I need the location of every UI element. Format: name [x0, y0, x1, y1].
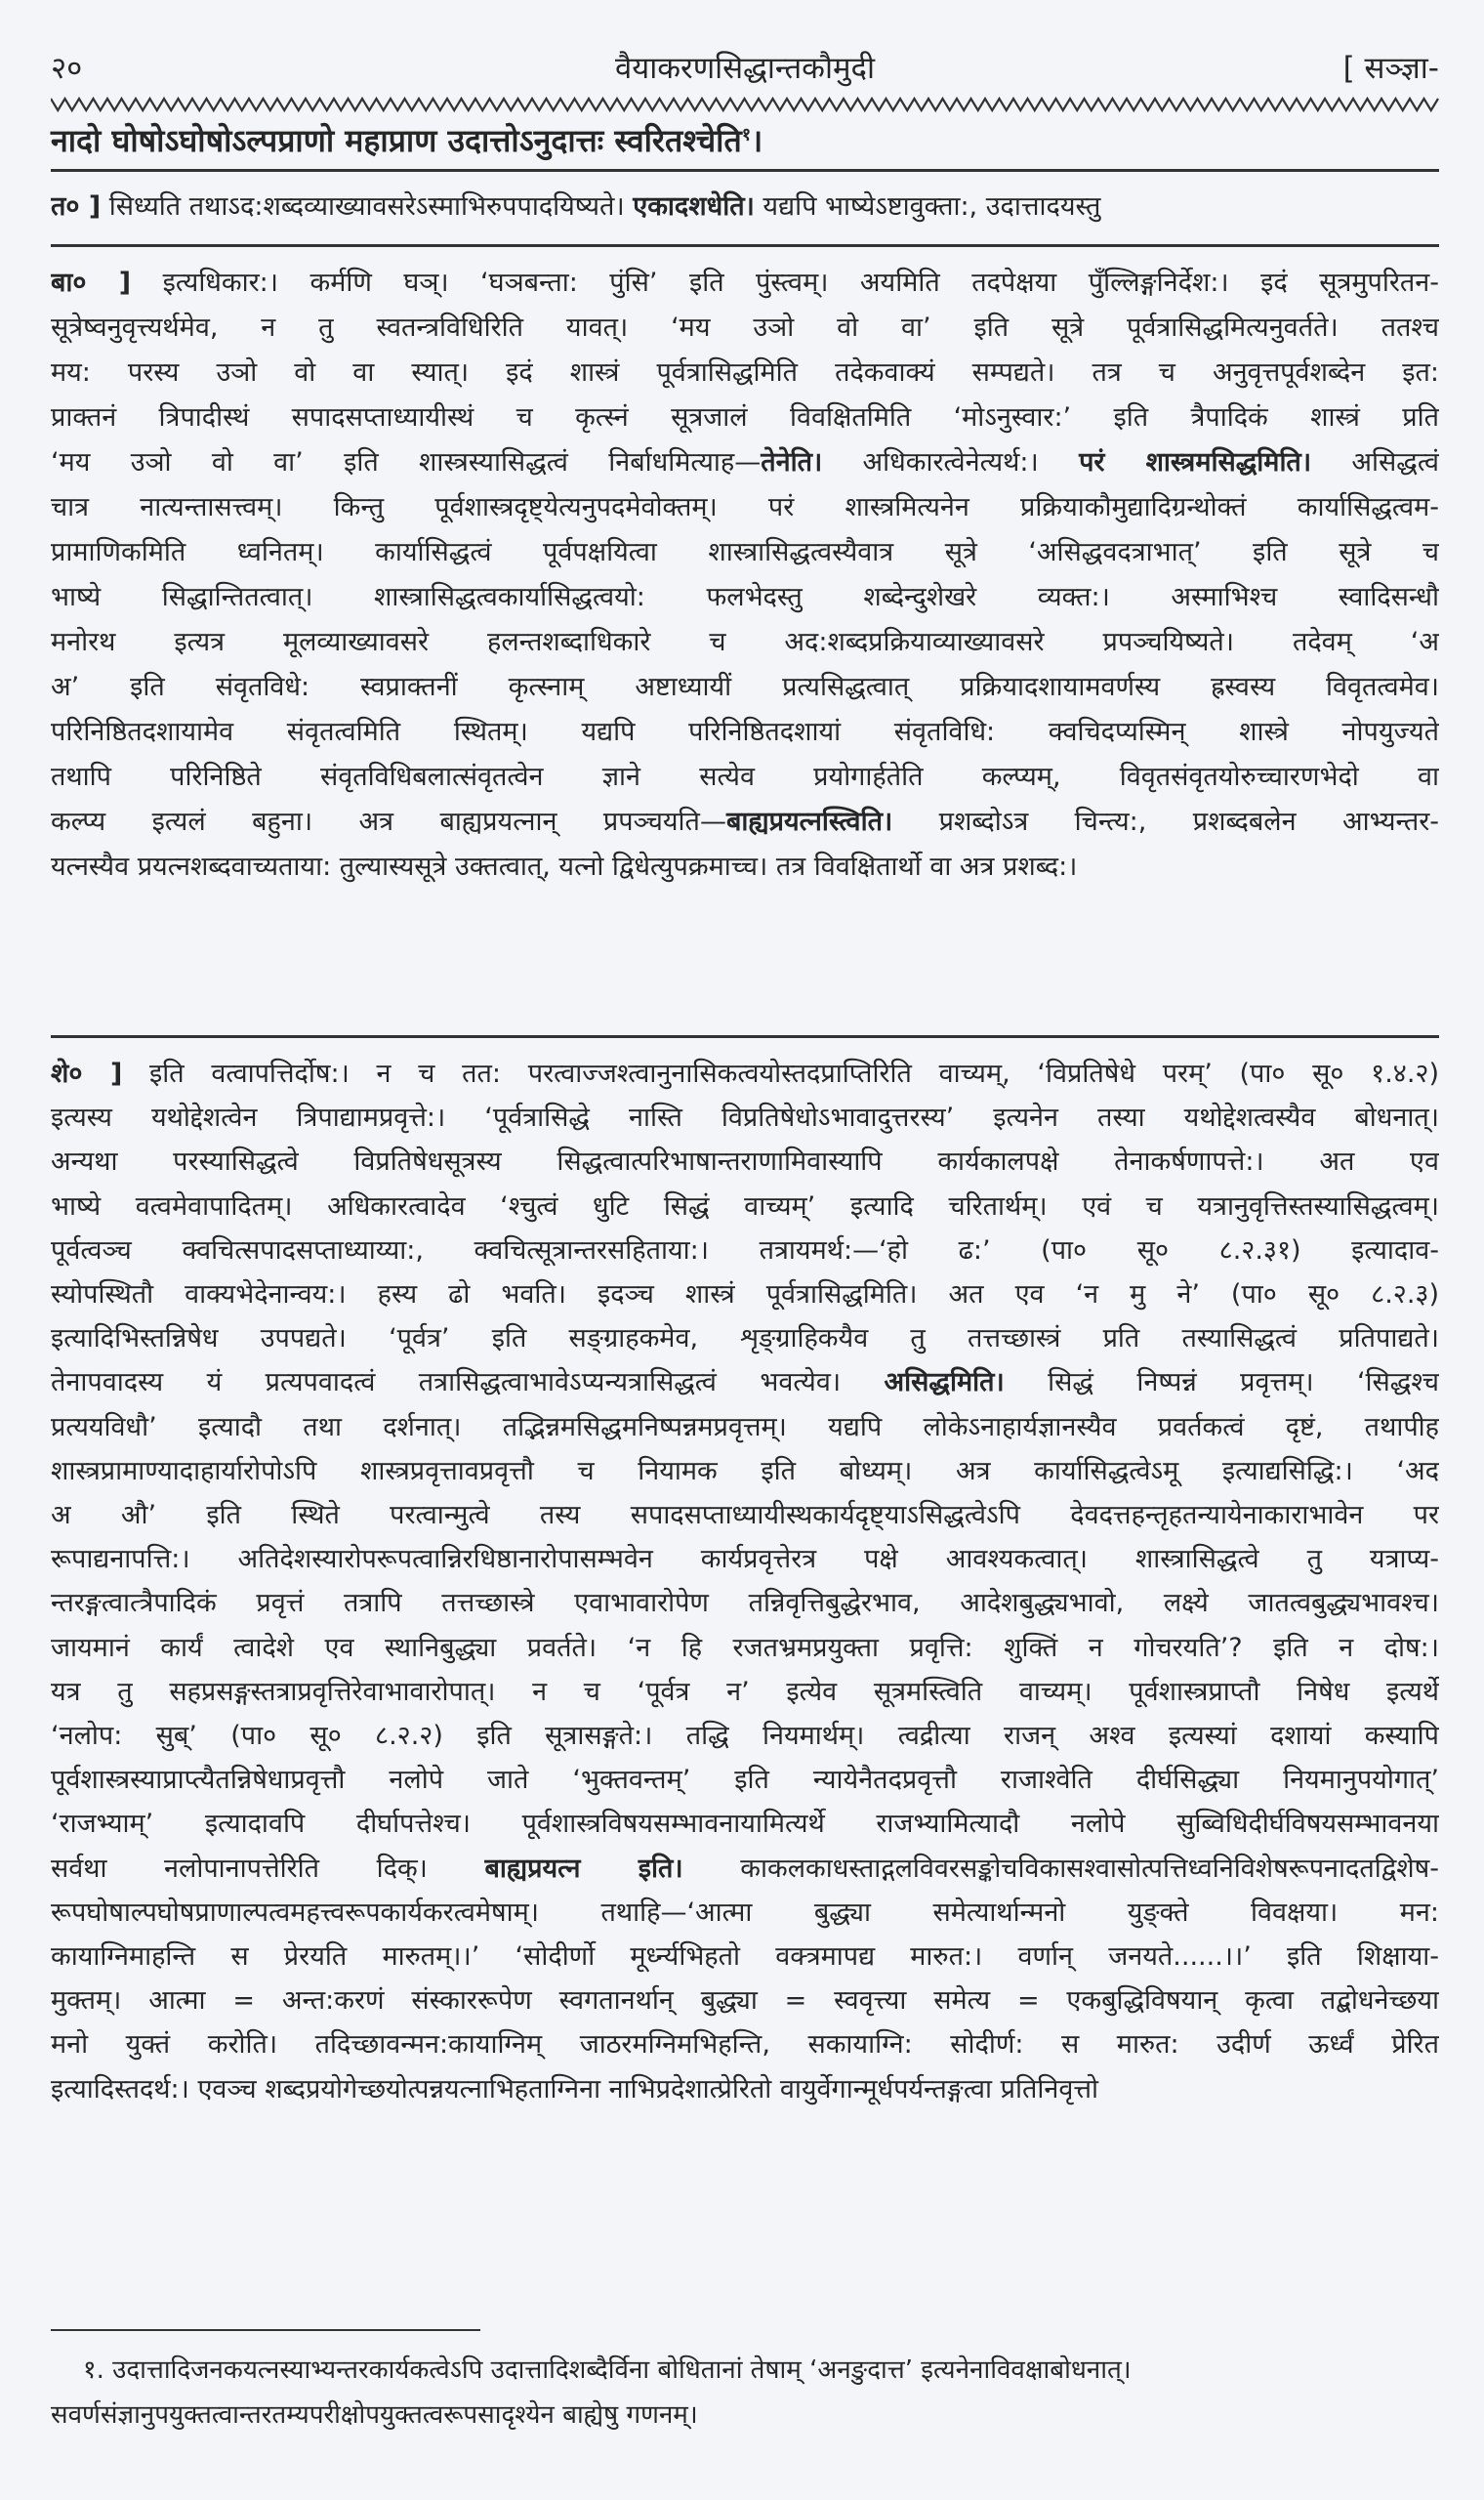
commentary-text: तथापि परिनिष्ठिते संवृतविधिबलात्संवृतत्वेन ज्ञाने सत्येव प्रयोगार्हतेति कल्प्यम्, विवृतसंवृतयोरुच्चारणभेदो वा	[51, 762, 1439, 792]
text-line	[51, 1361, 1439, 1404]
commentary-keyword: तेनेति।	[761, 447, 823, 478]
text-line	[51, 1273, 1439, 1316]
text-line	[51, 1186, 1439, 1229]
commentary-text: ‘मय उञो वो वा’ इति शास्त्रस्यासिद्धत्वं निर्बाधमित्याह—	[51, 447, 762, 478]
commentary-text: पूर्वशास्त्रस्याप्राप्त्यैतन्निषेधाप्रवृत्तौ नलोपे जाते ‘भुक्तवन्तम्’ इति न्यायेनैतदप्रवृत्तौ राजाश्वेति दीर्घसिद्ध्या नियमानुपयोगात्’	[51, 1765, 1439, 1796]
commentary-text: शास्त्रप्रामाण्यादाहार्यारोपोऽपि शास्त्रप्रवृत्तावप्रवृत्तौ च नियामक इति बोध्यम्। अत्र कार्यासिद्धत्वेऽमू इत्याद्यसिद्धि:। ‘अद	[51, 1455, 1439, 1486]
commentary-text: भाष्ये वत्वमेवापादितम्। अधिकारत्वादेव ‘श्चुत्वं धुटि सिद्धं वाच्यम्’ इत्यादि चरितार्थम्। एवं च यत्रानुवृत्तिस्तस्यासिद्धत्वम्।	[51, 1190, 1439, 1222]
wavy-divider	[51, 96, 1439, 113]
text-line	[51, 576, 1439, 619]
commentary-text: इत्यधिकार:। कर्मणि घञ्। ‘घञबन्ता: पुंसि’ इति पुंस्त्वम्। अयमिति तदपेक्षया पुँल्लिङ्गनिर्देश:। इदं सूत्रमुपरितन-	[131, 268, 1439, 298]
text-line	[51, 1406, 1439, 1449]
commentary-text: जायमानं कार्यं त्वादेशे एव स्थानिबुद्ध्या प्रवर्तते। ‘न हि रजतभ्रमप्रयुक्ता प्रवृत्ति: शुक्तिं न गोचरयति’? इति न दोष:।	[51, 1632, 1439, 1663]
commentary-keyword: परं शास्त्रमसिद्धमिति।	[1079, 447, 1312, 478]
commentary-text: प्राक्तनं त्रिपादीस्थं सपादसप्ताध्यायीस्थं च कृत्स्नं सूत्रजालं विवक्षितमिति ‘मोऽनुस्वार:’ इति त्रैपादिकं शास्त्रं प्रति	[51, 402, 1439, 433]
text-line	[51, 307, 1439, 350]
commentary-label: बा० ]	[51, 268, 132, 298]
text-line	[51, 2068, 1439, 2111]
commentary-keyword: बाह्यप्रयत्न इति।	[484, 1853, 683, 1884]
text-line	[51, 1715, 1439, 1758]
text-line	[51, 1671, 1439, 1714]
commentary-text: मुक्तम्। आत्मा = अन्त:करणं संस्काररूपेण स्वगतानर्थान् बुद्ध्या = स्ववृत्त्या समेत्य = एकबुद्धिविषयान् कृत्वा तद्बोधनेच्छया	[51, 1985, 1439, 2017]
text-line	[51, 1317, 1439, 1360]
commentary-text: मनोरथ इत्यत्र मूलव्याख्यावसरे हलन्तशब्दाधिकारे च अद:शब्दप्रक्रियाव्याख्यावसरे प्रपञ्चयिष्यते। तदेवम् ‘अ	[51, 627, 1439, 657]
text-line	[51, 1627, 1439, 1670]
running-header	[51, 47, 1439, 86]
text-line	[51, 1141, 1439, 1184]
commentary-label: शे० ]	[51, 1059, 123, 1089]
commentary-text: अ औ’ इति स्थिते परत्वान्मुत्वे तस्य सपादसप्ताध्यायीस्थकार्यदृष्ट्याऽसिद्धत्वेऽपि देवदत्तहन्तृहतन्यायेनाकाराभावेन पर	[51, 1500, 1439, 1530]
footnote-line: १. उदात्तादिजनकयत्नस्याभ्यन्तरकार्यकत्वेऽपि उदात्तादिशब्दैर्विना बोधितानां तेषाम् ‘अनङुदात्त’ इत्यनेनाविवक्षाबोधनात्।	[51, 2355, 1132, 2385]
commentary-text: कायाग्निमाहन्ति स प्रेरयति मारुतम्।।’ ‘सोदीर्णो मूर्ध्न्यभिहतो वक्त्रमापद्य मारुत:। वर्णान् जनयते......।।’ इति शिक्षाया-	[51, 1941, 1439, 1972]
text-line	[51, 1582, 1439, 1625]
commentary-text: सिद्धं निष्पन्नं प्रवृत्तम्। ‘सिद्धश्च	[1004, 1367, 1439, 1398]
text-line	[51, 1494, 1439, 1537]
text-line	[51, 1803, 1439, 1846]
rule-divider	[51, 1035, 1439, 1038]
commentary-keyword: बाह्यप्रयत्नस्त्विति।	[725, 807, 893, 837]
commentary-label: त० ]	[51, 191, 102, 222]
text-line	[51, 441, 1439, 484]
text-line	[51, 1097, 1439, 1140]
text-line	[51, 1538, 1439, 1581]
text-line	[51, 801, 1439, 844]
footnote-mark: १	[741, 124, 752, 146]
commentary-text: सर्वथा नलोपानापत्तेरिति दिक्।	[51, 1853, 485, 1884]
sutra-end: ।	[751, 122, 763, 159]
commentary-text: सिध्यति तथाऽद:शब्दव्याख्यावसरेऽस्माभिरुपपादयिष्यते।	[101, 191, 634, 222]
text-line	[51, 756, 1439, 799]
commentary-text: काकलकाधस्ताद्गलविवरसङ्कोचविकासश्वासोत्पत्तिध्वनिविशेषरूपनादतद्विशेष-	[682, 1853, 1439, 1884]
footnote-rule	[51, 2329, 480, 2331]
commentary-text: पूर्वत्वञ्च क्वचित्सपादसप्ताध्याय्या:, क्वचित्सूत्रान्तरसहिताया:। तत्रायमर्थ:—‘हो ढ:’ (पा० सू० ८.२.३१) इत्यादाव-	[51, 1234, 1439, 1266]
book-title: वैयाकरणसिद्धान्तकौमुदी	[614, 51, 875, 86]
text-line	[51, 1848, 1439, 1891]
text-line	[51, 486, 1439, 529]
commentary-text: रूपघोषाल्पघोषप्राणाल्पत्वमहत्त्वरूपकार्यकरत्वमेषाम्। तथाहि—‘आत्मा बुद्ध्या समेत्यार्थान्मनो युङ्क्ते विवक्षया। मन:	[51, 1896, 1439, 1928]
text-line	[51, 2023, 1439, 2066]
commentary-text: परिनिष्ठितदशायामेव संवृतत्वमिति स्थितम्। यद्यपि परिनिष्ठितदशायां संवृतविधि: क्वचिदप्यस्मिन् शास्त्रे नोपयुज्यते	[51, 717, 1439, 747]
commentary-text: इत्यादिस्तदर्थ:। एवञ्च शब्दप्रयोगेच्छयोत्पन्नयत्नाभिहताग्निना नाभिप्रदेशात्प्रेरितो वायुर्वेगान्मूर्धपर्यन्तङ्गत्वा प्रतिनिवृत्तो	[51, 2073, 1098, 2104]
text-line	[51, 1979, 1439, 2022]
sutra-text	[51, 119, 1439, 161]
text-line	[51, 711, 1439, 754]
rule-divider	[51, 244, 1439, 247]
text-line	[51, 262, 1439, 305]
commentary-text: ‘राजभ्याम्’ इत्यादावपि दीर्घापत्तेश्च। पूर्वशास्त्रविषयसम्भावनायामित्यर्थे राजभ्यामित्यादौ नलोपे सुब्विधिदीर्घविषयसम्भावनया	[51, 1809, 1439, 1840]
commentary-text: इत्यादिभिस्तन्निषेध उपपद्यते। ‘पूर्वत्र’ इति सङ्ग्राहकमेव, शृङ्ग्राहिकयैव तु तत्तच्छास्त्रं प्रति तस्यासिद्धत्वं प्रतिपाद्यते।	[51, 1323, 1439, 1354]
text-line	[51, 846, 1439, 889]
commentary-keyword: असिद्धमिति।	[884, 1367, 1005, 1398]
rule-divider	[51, 169, 1439, 172]
text-line	[51, 1936, 1439, 1979]
text-line	[51, 1892, 1439, 1935]
commentary-text: प्रत्ययविधौ’ इत्यादौ तथा दर्शनात्। तद्भिन्नमसिद्धमनिष्पन्नमप्रवृत्तम्। यद्यपि लोकेऽनाहार्यज्ञानस्यैव प्रवर्तकत्वं दृष्टं, तथापीह	[51, 1411, 1439, 1442]
text-line	[51, 531, 1439, 574]
commentary-text: चात्र नात्यन्तासत्त्वम्। किन्तु पूर्वशास्त्रदृष्ट्येत्यनुपदमेवोक्तम्। परं शास्त्रमित्यनेन प्रक्रियाकौमुद्यादिग्रन्थोक्तं कार्यासिद्धत्वम-	[51, 492, 1439, 522]
commentary-text: सूत्रेष्वनुवृत्त्यर्थमेव, न तु स्वतन्त्रविधिरिति यावत्। ‘मय उञो वो वा’ इति सूत्रे पूर्वत्रासिद्धमित्यनुवर्तते। ततश्च	[51, 312, 1439, 343]
commentary-keyword: एकादशधेति।	[633, 191, 755, 222]
page-number: २०	[51, 51, 83, 86]
sutra-body: नादो घोषोऽघोषोऽल्पप्राणो महाप्राण उदात्तोऽनुदात्तः स्वरितश्चेति	[51, 122, 742, 159]
commentary-text: ‘नलोप: सुब्’ (पा० सू० ८.२.२) इति सूत्रासङ्गते:। तद्धि नियमार्थम्। त्वद्रीत्या राजन् अश्व इत्यस्यां दशायां कस्यापि	[51, 1721, 1439, 1751]
commentary-text: इति वत्वापत्तिर्दोष:। न च तत: परत्वाज्जश्त्वानुनासिकत्वयोस्तदप्राप्तिरिति वाच्यम्, ‘विप्रतिषेधे परम्’ (पा० सू० १.४.२)	[122, 1059, 1439, 1089]
text-line	[51, 1229, 1439, 1272]
commentary-text: मनो युक्तं करोति। तदिच्छावन्मन:कायाग्निम् जाठरमग्निमभिहन्ति, सकायाग्नि: सोदीर्ण: स मारुत: उदीर्ण ऊर्ध्वं प्रेरित	[51, 2029, 1439, 2061]
text-line	[51, 666, 1439, 709]
commentary-text: भाष्ये सिद्धान्तितत्वात्। शास्त्रासिद्धत्वकार्यासिद्धत्वयो: फलभेदस्तु शब्देन्दुशेखरे व्यक्त:। अस्माभिश्च स्वादिसन्धौ	[51, 582, 1439, 612]
text-line	[51, 621, 1439, 664]
tattvabodhini-line	[51, 186, 1439, 229]
commentary-text: यद्यपि भाष्येऽष्टावुक्ता:, उदात्तादयस्तु	[754, 191, 1101, 222]
text-line	[51, 1450, 1439, 1493]
commentary-text: प्रामाणिकमिति ध्वनितम्। कार्यासिद्धत्वं पूर्वपक्षयित्वा शास्त्रासिद्धत्वस्यैवात्र सूत्रे ‘असिद्धवदत्राभात्’ इति सूत्रे च	[51, 537, 1439, 567]
commentary-text: अन्यथा परस्यासिद्धत्वे विप्रतिषेधसूत्रस्य सिद्धत्वात्परिभाषान्तराणामिवास्यापि कार्यकालपक्षे तेनाकर्षणापत्ते:। अत एव	[51, 1146, 1439, 1178]
commentary-text: कल्प्य इत्यलं बहुना। अत्र बाह्यप्रयत्नान् प्रपञ्चयति—	[51, 807, 726, 837]
commentary-text: मय: परस्य उञो वो वा स्यात्। इदं शास्त्रं पूर्वत्रासिद्धमिति तदेकवाक्यं सम्पद्यते। तत्र च अनुवृत्तपूर्वशब्देन इत:	[51, 357, 1439, 388]
section-marker: [ सञ्ज्ञा-	[1342, 51, 1439, 86]
commentary-text: न्तरङ्गत्वात्त्रैपादिकं प्रवृत्तं तत्रापि तत्तच्छास्त्रे एवाभावारोपेण तन्निवृत्तिबुद्धेरभाव, आदेशबुद्ध्यभावो, लक्ष्ये जातत्वबुद्ध्यभावश्च।	[51, 1588, 1439, 1619]
commentary-text: प्रशब्दोऽत्र चिन्त्य:, प्रशब्दबलेन आभ्यन्तर-	[892, 807, 1439, 837]
commentary-text: स्योपस्थितौ वाक्यभेदेनान्वय:। हस्य ढो भवति। इदञ्च शास्त्रं पूर्वत्रासिद्धमिति। अत एव ‘न मु ने’ (पा० सू० ८.२.३)	[51, 1279, 1439, 1310]
text-line	[51, 1053, 1439, 1096]
commentary-text: असिद्धत्वं	[1311, 447, 1439, 478]
commentary-text: इत्यस्य यथोद्देशत्वेन त्रिपाद्यामप्रवृत्ते:। ‘पूर्वत्रासिद्धे नास्ति विप्रतिषेधोऽभावादुत्तरस्य’ इत्यनेन तस्या यथोद्देशत्वस्यैव बोधनात्।	[51, 1103, 1439, 1134]
commentary-text: अधिकारत्वेनेत्यर्थ:।	[822, 447, 1080, 478]
text-line	[51, 352, 1439, 395]
text-line	[51, 1759, 1439, 1802]
commentary-text: यत्नस्यैव प्रयत्नशब्दवाच्यताया: तुल्यास्यसूत्रे उक्तत्वात्, यत्नो द्विधेत्युपक्रमाच्च। तत्र विवक्षितार्थो वा अत्र प्रशब्द:।	[51, 852, 1078, 882]
commentary-text: रूपाद्यनापत्ति:। अतिदेशस्यारोपरूपत्वान्निरधिष्ठानारोपासम्भवेन कार्यप्रवृत्तेरत्र पक्षे आवश्यकत्वात्। शास्त्रासिद्धत्वे तु यत्राप्य-	[51, 1544, 1439, 1575]
commentary-text: तेनापवादस्य यं प्रत्यपवादत्वं तत्रासिद्धत्वाभावेऽप्यन्यत्रासिद्धत्वं भवत्येव।	[51, 1367, 885, 1398]
commentary-text: यत्र तु सहप्रसङ्गस्तत्राप्रवृत्तिरेवाभावारोपात्। न च ‘पूर्वत्र न’ इत्येव सूत्रमस्त्विति वाच्यम्। पूर्वशास्त्रप्राप्तौ निषेध इत्यर्थे	[51, 1676, 1439, 1707]
footnote-line: सवर्णसंज्ञानुपयुक्तत्वान्तरतम्यपरीक्षोपयुक्तत्वरूपसादृश्येन बाह्येषु गणनम्।	[51, 2400, 698, 2430]
commentary-text: अ’ इति संवृतविधे: स्वप्राक्तनीं कृत्स्नाम् अष्टाध्यायीं प्रत्यसिद्धत्वात् प्रक्रियादशायामवर्णस्य ह्रस्वस्य विवृतत्वमेव।	[51, 672, 1439, 702]
text-line	[51, 396, 1439, 439]
